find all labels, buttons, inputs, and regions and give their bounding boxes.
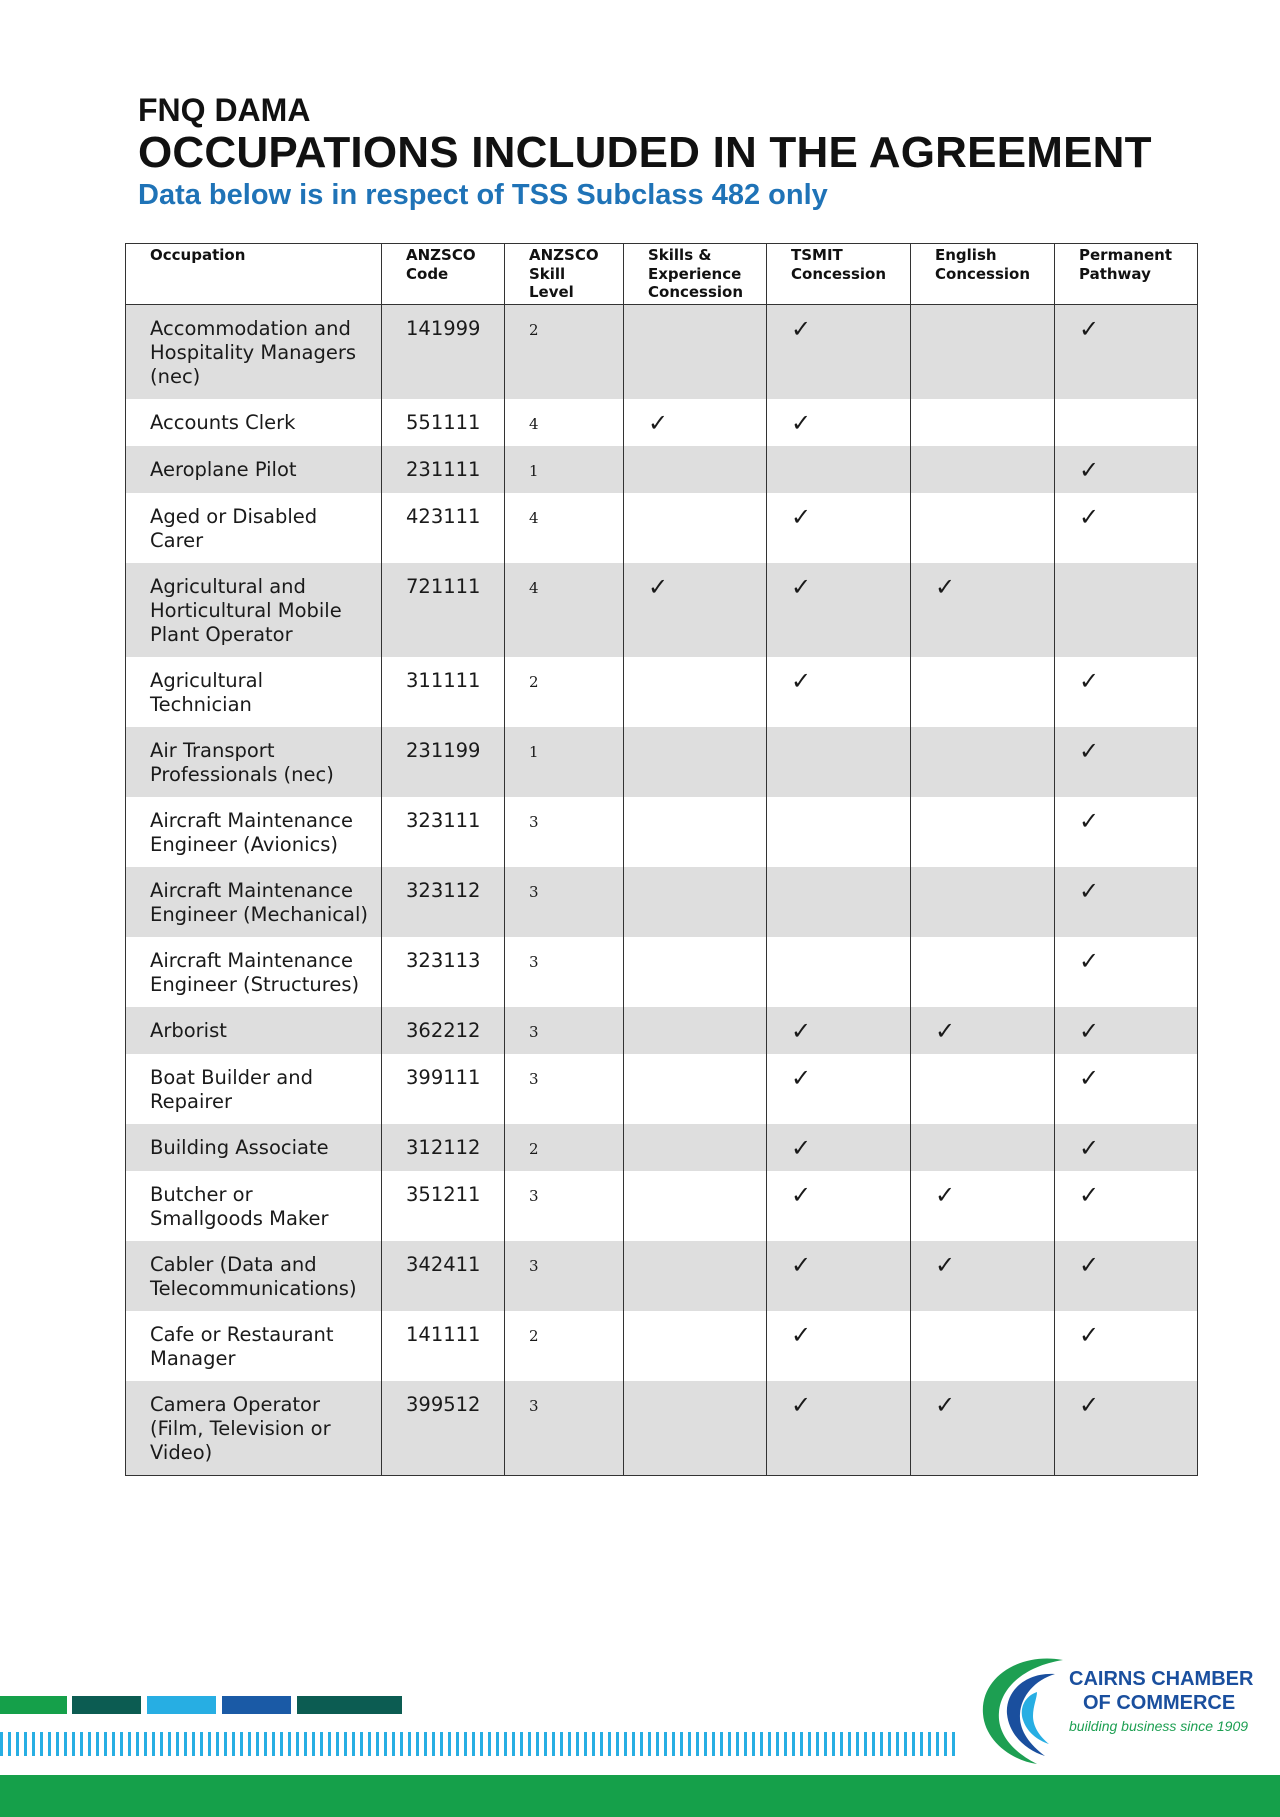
check-icon: ✓ <box>1079 737 1100 765</box>
table-row <box>126 1171 1198 1241</box>
cell-tsmit-check <box>767 937 911 1007</box>
cell-skills-check <box>624 1381 767 1476</box>
cell-tsmit-check <box>767 1241 911 1311</box>
table-body <box>126 305 1198 1476</box>
col-header-skill-level: ANZSCO Skill Level <box>505 244 624 305</box>
cell-occupation: Aircraft Maintenance Engineer (Mechanical) <box>126 867 382 937</box>
cell-tsmit-check <box>767 399 911 446</box>
cell-permanent-check <box>1055 1171 1198 1241</box>
table-row <box>126 399 1198 446</box>
check-icon: ✓ <box>1079 1321 1100 1349</box>
cell-anzsco-code: 141999 <box>382 305 505 400</box>
check-icon: ✓ <box>791 1017 812 1045</box>
page-title: OCCUPATIONS INCLUDED IN THE AGREEMENT <box>138 128 1152 177</box>
cell-permanent-check <box>1055 1054 1198 1124</box>
cell-skill-level: 4 <box>505 563 624 657</box>
cell-occupation: Accounts Clerk <box>150 411 296 434</box>
cell-tsmit-check <box>767 797 911 867</box>
check-icon: ✓ <box>1079 1134 1100 1162</box>
cell-permanent-check <box>1055 1381 1198 1476</box>
cell-skills-check <box>624 446 767 493</box>
cell-english-check <box>911 867 1055 937</box>
table-row <box>126 493 1198 563</box>
cell-skills-check <box>624 657 767 727</box>
table-row <box>126 657 1198 727</box>
cell-tsmit-check <box>767 563 911 657</box>
cell-occupation: Aeroplane Pilot <box>126 446 382 493</box>
cell-skill-level: 2 <box>505 305 624 400</box>
cell-skill-level: 3 <box>505 1241 624 1311</box>
cell-tsmit-check <box>767 1171 911 1241</box>
cell-skills-check <box>624 1124 767 1171</box>
check-icon: ✓ <box>791 1321 812 1349</box>
table-row <box>126 305 1198 400</box>
cell-permanent-check <box>1055 563 1198 657</box>
check-icon: ✓ <box>935 1391 956 1419</box>
cell-occupation: Aircraft Maintenance Engineer (Avionics) <box>150 809 353 856</box>
table-row <box>126 797 1198 867</box>
cell-anzsco-code: 342411 <box>382 1241 505 1311</box>
cell-anzsco-code: 323113 <box>382 937 505 1007</box>
cell-skills-check <box>624 305 767 400</box>
check-icon: ✓ <box>1079 877 1100 905</box>
cell-tsmit-check <box>767 1007 911 1054</box>
cell-english-check <box>911 305 1055 400</box>
cell-occupation: Agricultural Technician <box>150 669 264 716</box>
cell-permanent-check <box>1055 1124 1198 1171</box>
check-icon: ✓ <box>1079 1181 1100 1209</box>
table-row <box>126 1311 1198 1381</box>
cell-permanent-check <box>1055 493 1198 563</box>
cell-english-check <box>911 1171 1055 1241</box>
cell-tsmit-check <box>767 446 911 493</box>
check-icon: ✓ <box>791 1134 812 1162</box>
cell-permanent-check <box>1055 399 1198 446</box>
cell-anzsco-code: 351211 <box>382 1171 505 1241</box>
cell-permanent-check <box>1055 1311 1198 1381</box>
check-icon: ✓ <box>1079 667 1100 695</box>
check-icon: ✓ <box>791 1181 812 1209</box>
logo-text-line1: CAIRNS CHAMBER <box>1069 1668 1254 1690</box>
cell-tsmit-check <box>767 727 911 797</box>
cell-permanent-check <box>1055 727 1198 797</box>
cell-skill-level: 3 <box>505 937 624 1007</box>
check-icon: ✓ <box>1079 1064 1100 1092</box>
cell-occupation: Aged or Disabled Carer <box>150 505 318 552</box>
table-row <box>126 1381 1198 1476</box>
cell-skill-level: 3 <box>505 1171 624 1241</box>
cell-skills-check <box>624 727 767 797</box>
check-icon: ✓ <box>935 573 956 601</box>
cell-skill-level: 4 <box>505 493 624 563</box>
cell-occupation: Agricultural and Horticultural Mobile Plant Operator <box>126 563 382 657</box>
cell-permanent-check <box>1055 446 1198 493</box>
cell-anzsco-code: 231111 <box>382 446 505 493</box>
check-icon: ✓ <box>1079 456 1100 484</box>
footer-bar-light-blue <box>147 1696 216 1714</box>
cairns-chamber-logo <box>975 1652 1265 1767</box>
table-row <box>126 1124 1198 1171</box>
table-row <box>126 1241 1198 1311</box>
cell-english-check <box>911 1054 1055 1124</box>
check-icon: ✓ <box>1079 503 1100 531</box>
cell-tsmit-check <box>767 1311 911 1381</box>
title-small: FNQ DAMA <box>138 92 311 128</box>
check-icon: ✓ <box>791 409 812 437</box>
cell-tsmit-check <box>767 305 911 400</box>
cell-occupation: Camera Operator (Film, Television or Video) <box>126 1381 382 1476</box>
logo-text-line2: OF COMMERCE <box>1083 1692 1236 1714</box>
cell-permanent-check <box>1055 657 1198 727</box>
cell-skills-check <box>624 1171 767 1241</box>
cell-anzsco-code: 312112 <box>382 1124 505 1171</box>
cell-skills-check <box>624 1241 767 1311</box>
cell-tsmit-check <box>767 1054 911 1124</box>
col-header-occupation: Occupation <box>126 244 382 305</box>
cell-occupation: Cafe or Restaurant Manager <box>150 1323 334 1370</box>
cell-skills-check <box>624 493 767 563</box>
cell-permanent-check <box>1055 305 1198 400</box>
cell-anzsco-code: 311111 <box>382 657 505 727</box>
cell-skill-level: 2 <box>505 1311 624 1381</box>
cell-anzsco-code: 323111 <box>382 797 505 867</box>
footer-bar-green <box>0 1696 67 1714</box>
cell-english-check <box>911 399 1055 446</box>
footer-bar-dark-teal <box>72 1696 141 1714</box>
page-subtitle: Data below is in respect of TSS Subclass 482 only <box>138 179 828 211</box>
cell-anzsco-code: 323112 <box>382 867 505 937</box>
col-header-tsmit-concession: TSMIT Concession <box>767 244 911 305</box>
cell-english-check <box>911 446 1055 493</box>
cell-occupation: Aircraft Maintenance Engineer (Structures) <box>150 949 360 996</box>
cell-skills-check <box>624 1311 767 1381</box>
cell-skill-level: 3 <box>505 1054 624 1124</box>
cell-anzsco-code: 399512 <box>382 1381 505 1476</box>
occupations-table <box>125 243 1198 1476</box>
check-icon: ✓ <box>1079 807 1100 835</box>
cell-anzsco-code: 551111 <box>382 399 505 446</box>
cell-skills-check <box>624 797 767 867</box>
check-icon: ✓ <box>1079 315 1100 343</box>
cell-skill-level: 2 <box>505 657 624 727</box>
cell-english-check <box>911 1311 1055 1381</box>
cell-permanent-check <box>1055 1241 1198 1311</box>
cell-occupation: Accommodation and Hospitality Managers (nec) <box>126 305 382 400</box>
cell-permanent-check <box>1055 1007 1198 1054</box>
cell-anzsco-code: 423111 <box>382 493 505 563</box>
table-row <box>126 446 1198 493</box>
cell-skill-level: 4 <box>505 399 624 446</box>
cell-anzsco-code: 231199 <box>382 727 505 797</box>
check-icon: ✓ <box>791 1064 812 1092</box>
check-icon: ✓ <box>791 1251 812 1279</box>
cell-skills-check <box>624 1054 767 1124</box>
cell-skills-check <box>624 867 767 937</box>
cell-english-check <box>911 563 1055 657</box>
cell-anzsco-code: 141111 <box>382 1311 505 1381</box>
table-row <box>126 1007 1198 1054</box>
check-icon: ✓ <box>1079 1017 1100 1045</box>
check-icon: ✓ <box>648 409 669 437</box>
cell-occupation: Boat Builder and Repairer <box>150 1066 313 1113</box>
cell-skill-level: 3 <box>505 797 624 867</box>
cell-english-check <box>911 493 1055 563</box>
table-row <box>126 867 1198 937</box>
footer-green-band <box>0 1775 1280 1817</box>
check-icon: ✓ <box>791 573 812 601</box>
swoosh-icon <box>975 1652 1070 1767</box>
footer-bar-blue <box>222 1696 291 1714</box>
footer-bar-dark-teal-2 <box>297 1696 402 1714</box>
cell-english-check <box>911 1007 1055 1054</box>
table-row <box>126 937 1198 1007</box>
cell-english-check <box>911 1124 1055 1171</box>
check-icon: ✓ <box>791 503 812 531</box>
cell-tsmit-check <box>767 1381 911 1476</box>
check-icon: ✓ <box>791 667 812 695</box>
cell-tsmit-check <box>767 657 911 727</box>
cell-skill-level: 1 <box>505 446 624 493</box>
col-header-skills-concession: Skills & Experience Concession <box>624 244 767 305</box>
table-row <box>126 1054 1198 1124</box>
cell-permanent-check <box>1055 797 1198 867</box>
table-row <box>126 563 1198 657</box>
cell-permanent-check <box>1055 937 1198 1007</box>
cell-english-check <box>911 657 1055 727</box>
check-icon: ✓ <box>935 1017 956 1045</box>
cell-skill-level: 3 <box>505 1007 624 1054</box>
cell-anzsco-code: 399111 <box>382 1054 505 1124</box>
cell-anzsco-code: 362212 <box>382 1007 505 1054</box>
cell-tsmit-check <box>767 1124 911 1171</box>
check-icon: ✓ <box>935 1181 956 1209</box>
cell-skills-check <box>624 1007 767 1054</box>
cell-occupation: Butcher or Smallgoods Maker <box>150 1183 329 1230</box>
col-header-permanent-pathway: Permanent Pathway <box>1055 244 1198 305</box>
col-header-anzsco-code: ANZSCO Code <box>382 244 505 305</box>
check-icon: ✓ <box>935 1251 956 1279</box>
cell-english-check <box>911 1381 1055 1476</box>
check-icon: ✓ <box>648 573 669 601</box>
footer-stripe-band <box>0 1732 960 1756</box>
logo-tagline: building business since 1909 <box>1069 1718 1249 1734</box>
cell-english-check <box>911 1241 1055 1311</box>
cell-tsmit-check <box>767 493 911 563</box>
cell-english-check <box>911 797 1055 867</box>
check-icon: ✓ <box>791 315 812 343</box>
cell-skill-level: 3 <box>505 1381 624 1476</box>
cell-skill-level: 3 <box>505 867 624 937</box>
table-row <box>126 727 1198 797</box>
cell-english-check <box>911 937 1055 1007</box>
cell-skill-level: 1 <box>505 727 624 797</box>
cell-english-check <box>911 727 1055 797</box>
cell-skills-check <box>624 563 767 657</box>
cell-occupation: Cabler (Data and Telecommunications) <box>126 1241 382 1311</box>
cell-skill-level: 2 <box>505 1124 624 1171</box>
cell-permanent-check <box>1055 867 1198 937</box>
check-icon: ✓ <box>791 1391 812 1419</box>
cell-occupation: Air Transport Professionals (nec) <box>126 727 382 797</box>
cell-occupation: Arborist <box>126 1007 382 1054</box>
check-icon: ✓ <box>1079 1391 1100 1419</box>
cell-skills-check <box>624 937 767 1007</box>
check-icon: ✓ <box>1079 1251 1100 1279</box>
cell-anzsco-code: 721111 <box>382 563 505 657</box>
table-header-row <box>126 244 1198 305</box>
col-header-english-concession: English Concession <box>911 244 1055 305</box>
cell-tsmit-check <box>767 867 911 937</box>
cell-occupation: Building Associate <box>126 1124 382 1171</box>
cell-skills-check <box>624 399 767 446</box>
check-icon: ✓ <box>1079 947 1100 975</box>
